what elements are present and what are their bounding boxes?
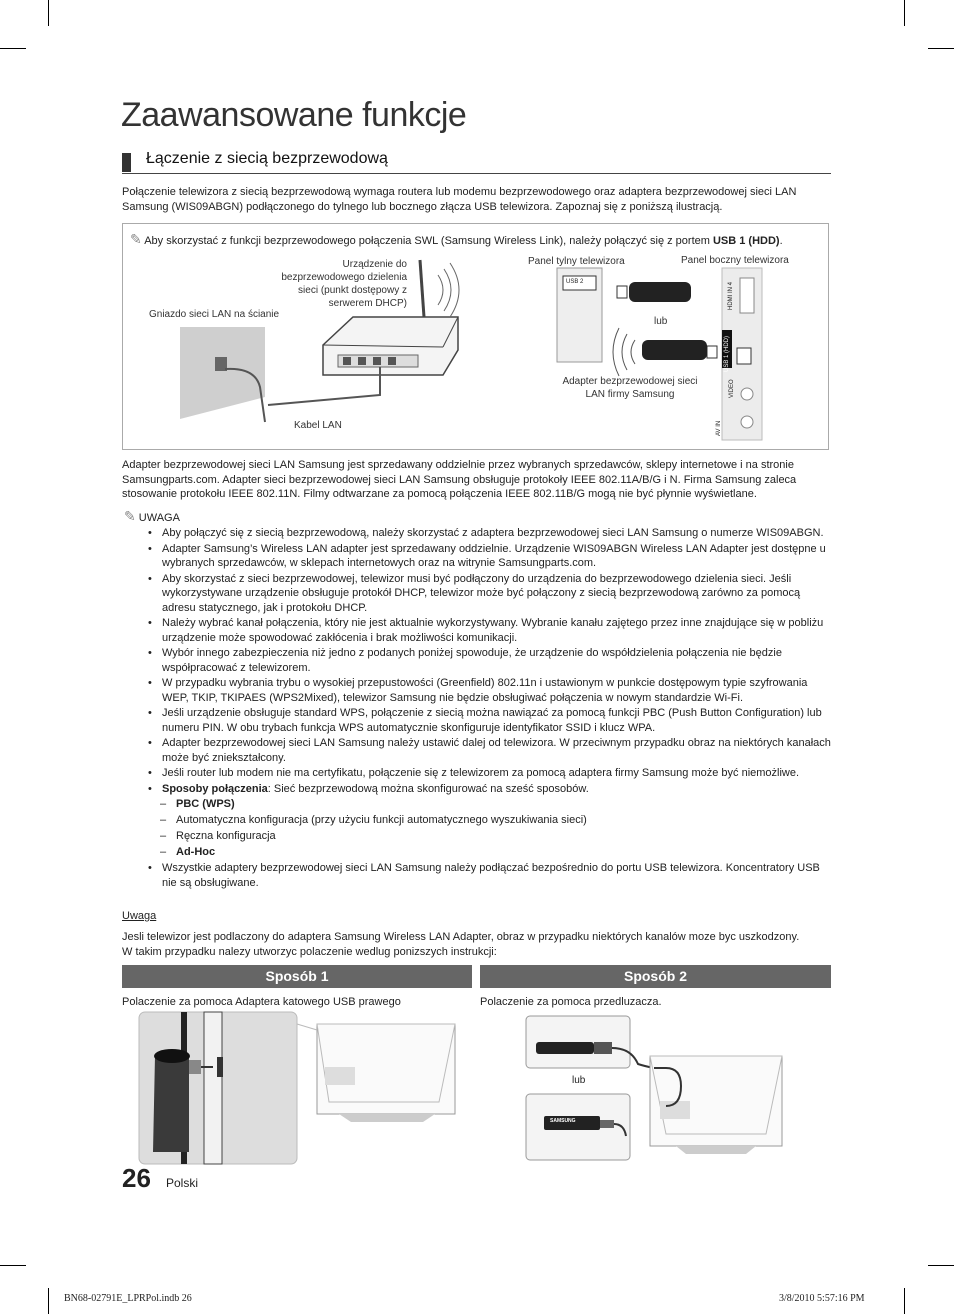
- page-title: Zaawansowane funkcje: [121, 96, 467, 134]
- antenna: [420, 260, 424, 317]
- method2-header: Sposób 2: [480, 965, 831, 988]
- usb2-label: USB 2: [566, 279, 584, 285]
- crop-mark: [48, 0, 49, 26]
- note2-paragraph: Jesli telewizor jest podlaczony do adaptera Samsung Wireless LAN Adapter, obraz w przypadku niektórych kanalów moze byc uszkodzony. W takim przypadku nalezy utworzyc polaczenie wedlug ponizszych instrukcji:: [122, 931, 800, 958]
- adapter-brand-label: SAMSUNG: [550, 1118, 576, 1124]
- side-panel-label: Panel boczny telewizora: [681, 255, 789, 266]
- footer-date: 3/8/2010 5:57:16 PM: [779, 1293, 865, 1304]
- wireless-adapter-bottom: [642, 340, 707, 360]
- wall-socket-label: Gniazdo sieci LAN na ścianie: [149, 309, 280, 320]
- list-item: • Wybór innego zabezpieczenia niż jedno z podanych poniżej spowoduje, że urządzenie do współdzielenia połączenia nie będzie współpracować z telewizorem.: [146, 646, 836, 675]
- crop-mark: [0, 1265, 26, 1266]
- list-item-methods: • Sposoby połączenia: Sieć bezprzewodową można skonfigurować na sześć sposobów.: [146, 782, 836, 797]
- list-item: • Adapter bezprzewodowej sieci LAN Samsung należy ustawić dalej od telewizora. W przeciwnym przypadku obraz na niektórych kanałach może być zniekształcony.: [146, 736, 836, 765]
- list-item: • W przypadku wybrania trybu o wysokiej przepustowości (Greenfield) 802.11n i ustawionym w punkcie dostępowym typie szyfrowania WEP, TKIP, TKIPAES (WPS2Mixed), telewizor Samsung nie będzie obsługiwać połączenia w nowym standardzie Wi-Fi.: [146, 676, 836, 705]
- crop-mark: [0, 48, 26, 49]
- or-label: lub: [654, 316, 668, 327]
- section-title: Łączenie z siecią bezprzewodową: [146, 150, 388, 167]
- wireless-adapter-top: [629, 282, 691, 302]
- method2-illustration: [526, 1016, 796, 1162]
- angle-usb-adapter: [153, 1056, 189, 1152]
- list-item: • Należy wybrać kanał połączenia, który nie jest aktualnie wykorzystywany. Wybranie kanału zajętego przez inne znajdujące się w pobliżu urządzenie może spowodować zakłócenia i brak możliwości komunikacji.: [146, 616, 836, 645]
- list-item: • Jeśli urządzenie obsługuje standard WPS, połączenie z siecią można nawiązać za pomocą funkcji PBC (Push Button Configuration) lub numeru PIN. W obu trybach funkcja WPS automatycznie skonfiguruje identyfikator SSID i klucz WPA.: [146, 706, 836, 735]
- list-item: • Adapter Samsung’s Wireless LAN adapter jest sprzedawany oddzielnie. Urządzenie WIS09ABGN Wireless LAN Adapter jest dostępne u wybranych sprzedawców, w sklepach internetowych oraz na witrynie Samsungparts.com.: [146, 542, 836, 571]
- page-number: 26: [122, 1163, 151, 1193]
- hdmi-label: HDMI IN 4: [728, 281, 734, 310]
- router-label: Urządzenie do bezprzewodowego dzielenia sieci (punkt dostępowy z serwerem DHCP): [281, 259, 407, 309]
- crop-mark: [928, 1265, 954, 1266]
- pencil-note-icon: ✎: [130, 231, 142, 247]
- section-underline: [122, 173, 831, 174]
- method-item: – Automatyczna konfiguracja (przy użyciu funkcji automatycznego wyszukiwania sieci): [146, 813, 836, 828]
- list-item: • Wszystkie adaptery bezprzewodowej sieci LAN Samsung należy podłączać bezpośrednio do portu USB telewizora. Koncentratory USB nie są obsługiwane.: [146, 861, 836, 890]
- rear-panel-label: Panel tylny telewizora: [528, 256, 625, 267]
- usb1-label: USB 1 (HDD): [724, 335, 730, 372]
- box-note: ✎ Aby skorzystać z funkcji bezprzewodowego połączenia SWL (Samsung Wireless Link), należy połączyć się z portem USB 1 (HDD).: [130, 231, 783, 247]
- method-item: – PBC (WPS): [146, 797, 836, 812]
- method-item: – Ręczna konfiguracja: [146, 829, 836, 844]
- hdmi-port: [740, 278, 754, 313]
- page-language: Polski: [166, 1176, 199, 1190]
- intro-paragraph: Połączenie telewizora z siecią bezprzewodową wymaga routera lub modemu bezprzewodowego oraz adaptera bezprzewodowej sieci LAN Samsung (WIS09ABGN) podłączonego do tylnego lub bocznego złącza USB telewizora. Zapoznaj się z poniższą ilustracją.: [122, 186, 797, 213]
- method1-illustration: [139, 1012, 469, 1164]
- list-item: • Aby połączyć się z siecią bezprzewodową, należy skorzystać z adaptera bezprzewodowej sieci LAN Samsung o numerze WIS09ABGN.: [146, 526, 836, 541]
- usb1-port: [737, 348, 751, 364]
- video-label: VIDEO: [729, 379, 735, 398]
- audio-label: AV IN: [716, 420, 722, 436]
- lan-cable-label: Kabel LAN: [294, 420, 342, 431]
- note-heading: ✎ UWAGA: [124, 508, 180, 524]
- method1-caption: Polaczenie za pomoca Adaptera katowego USB prawego: [122, 996, 401, 1008]
- adapter-paragraph: Adapter bezprzewodowej sieci LAN Samsung jest sprzedawany oddzielnie przez wybranych sprzedawców, sklepy internetowe i na stronie Samsungparts.com. Adapter sieci bezprzewodowej sieci LAN Samsung obsługuje protokoły IEEE 802.11A/B/G i N. Firma Samsung zaleca stosowanie protokołu IEEE 802.11N. Filmy odtwarzane za pomocą połączenia IEEE 802.11B/G mogą nie być płynnie wyświetlane.: [122, 459, 797, 500]
- pencil-note-icon: ✎: [124, 508, 136, 524]
- box-note-port: USB 1 (HDD): [712, 235, 780, 247]
- crop-mark: [904, 1288, 905, 1314]
- box-note-text: Aby skorzystać z funkcji bezprzewodowego połączenia SWL (Samsung Wireless Link), należy połączyć się z portem: [144, 235, 713, 247]
- list-item: • Jeśli router lub modem nie ma certyfikatu, połączenie się z telewizorem za pomocą adaptera firmy Samsung może być niemożliwe.: [146, 766, 836, 781]
- method2-or-label: lub: [572, 1075, 586, 1086]
- notes-list: [146, 526, 836, 891]
- crop-mark: [928, 48, 954, 49]
- method1-header: Sposób 1: [122, 965, 472, 988]
- section-marker: [122, 153, 131, 172]
- note2-heading: Uwaga: [122, 910, 157, 922]
- crop-mark: [48, 1288, 49, 1314]
- method2-caption: Polaczenie za pomoca przedluzacza.: [480, 996, 662, 1008]
- list-item: • Aby skorzystać z sieci bezprzewodowej, telewizor musi być podłączony do urządzenia do bezprzewodowego dzielenia sieci. Jeśli wykorzystywane urządzenie obsługuje protokół DHCP, telewizor może być połączony z siecią bezprzewodową zarówno za pomocą adresu statycznego, jak i protokołu DHCP.: [146, 572, 836, 616]
- method-item: – Ad-Hoc: [146, 845, 836, 860]
- tv-panels-illustration: [557, 268, 767, 440]
- adapter-label: Adapter bezprzewodowej sieci LAN firmy Samsung: [562, 376, 698, 400]
- crop-mark: [904, 0, 905, 26]
- wall-illustration: [180, 327, 270, 422]
- footer-file: BN68-02791E_LPRPol.indb 26: [64, 1293, 192, 1304]
